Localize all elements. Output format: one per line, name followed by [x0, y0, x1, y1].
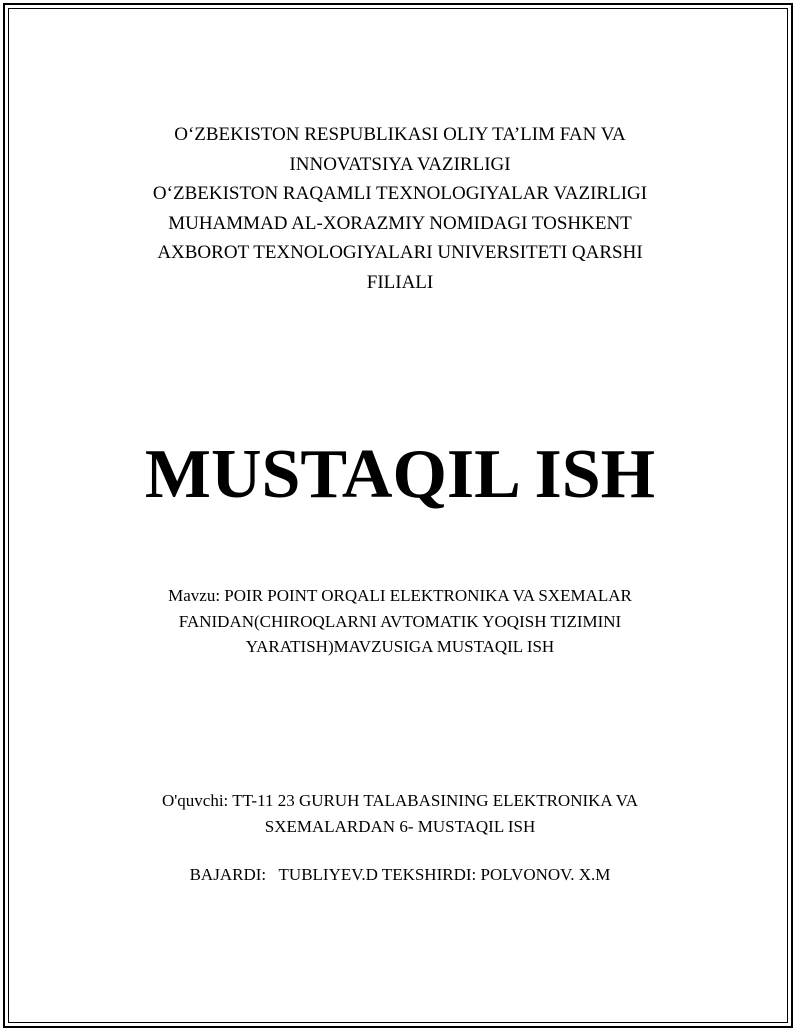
- student-line-2: SXEMALARDAN 6- MUSTAQIL ISH: [264, 816, 536, 836]
- student-line-1: O'quvchi: TT-11 23 GURUH TALABASINING ELEKTRONIKA VA: [161, 791, 639, 810]
- header-line-3: O‘ZBEKISTON RAQAMLI TEXNOLOGIYALAR VAZIRLIGI: [152, 183, 648, 204]
- topic-line-2: FANIDAN(CHIROQLARNI AVTOMATIK YOQISH TIZIMINI: [178, 611, 622, 631]
- topic-line-3: YARATISH)MAVZUSIGA MUSTAQIL ISH: [245, 637, 555, 656]
- header-line-5: AXBOROT TEXNOLOGIYALARI UNIVERSITETI QARSHI: [157, 242, 643, 263]
- institution-header: [60, 120, 740, 297]
- signature-line: BAJARDI: TUBLIYEV.D TEKSHIRDI: POLVONOV. X.M: [189, 865, 611, 884]
- topic-block: [60, 583, 740, 660]
- header-line-2: INNOVATSIYA VAZIRLIGI: [289, 153, 511, 175]
- header-line-4: MUHAMMAD AL-XORAZMIY NOMIDAGI TOSHKENT: [168, 212, 632, 234]
- header-line-1: O‘ZBEKISTON RESPUBLIKASI OLIY TA’LIM FAN VA: [174, 124, 626, 145]
- document-title: MUSTAQIL ISH: [144, 436, 656, 513]
- topic-line-1: Mavzu: POIR POINT ORQALI ELEKTRONIKA VA SXEMALAR: [168, 586, 632, 605]
- header-line-6: FILIALI: [366, 271, 434, 293]
- student-block: [60, 788, 740, 839]
